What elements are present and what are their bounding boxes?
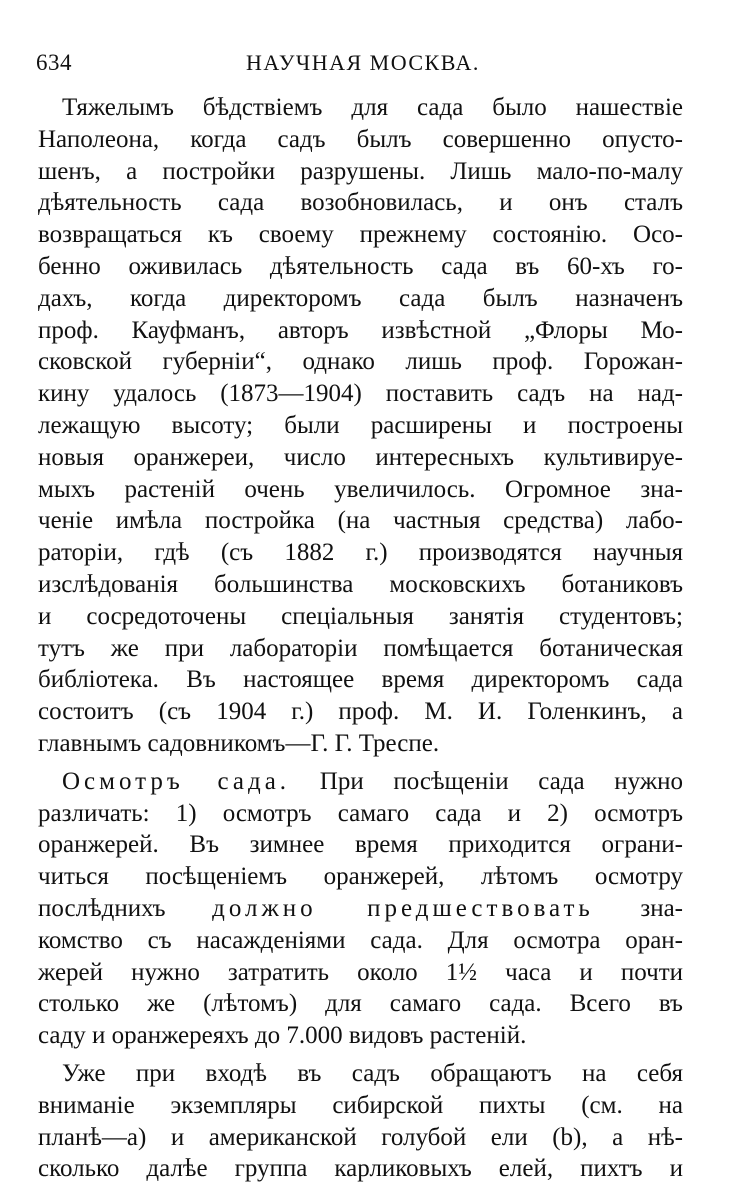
page-number: 634: [36, 50, 72, 75]
text-line: новыя оранжереи, число интересныхъ культивируе-: [38, 443, 683, 471]
text-line: шенъ, а постройки разрушены. Лишь мало-по-малу: [38, 157, 683, 185]
paragraph-3: [38, 1058, 683, 1185]
text-line: ченіе имѣла постройка (на частныя средства) лабо-: [38, 507, 683, 535]
text-fragment: При посѣщеніи сада нужно: [319, 767, 684, 795]
page-header: [36, 50, 681, 84]
text-line: и сосредоточены спеціальныя занятія студентовъ;: [38, 602, 683, 630]
text-fragment: зна-: [640, 894, 684, 922]
paragraph-1: [38, 92, 683, 760]
text-line: оранжерей. Въ зимнее время приходится ограни-: [38, 831, 683, 859]
text-line: проф. Кауфманъ, авторъ извѣстной „Флоры Мо-: [38, 316, 683, 344]
text-line: кину удалось (1873—1904) поставить садъ на над-: [38, 380, 683, 408]
text-line: комство съ насажденіями сада. Для осмотра оран-: [38, 926, 683, 954]
text-line: состоитъ (съ 1904 г.) проф. М. И. Голенкинъ, а: [38, 698, 683, 726]
body-text: [38, 92, 683, 1185]
text-line: читься посѣщеніемъ оранжерей, лѣтомъ осмотру: [38, 863, 683, 891]
text-line: вниманіе экземпляры сибирской пихты (см. на: [38, 1091, 683, 1119]
text-line: Уже при входѣ въ садъ обращаютъ на себя: [62, 1059, 683, 1087]
text-line: столько же (лѣтомъ) для самаго сада. Всего въ: [38, 990, 683, 1018]
paragraph-2: [38, 766, 683, 1052]
text-line: изслѣдованія большинства московскихъ ботаниковъ: [38, 570, 683, 598]
text-line: дѣятельность сада возобновилась, и онъ сталъ: [38, 189, 683, 217]
text-line: возвращаться къ своему прежнему состоянію. Осо-: [38, 221, 683, 249]
text-line: лежащую высоту; были расширены и построены: [38, 411, 683, 439]
text-line: [38, 766, 683, 798]
text-line: мыхъ растеній очень увеличилось. Огромное зна-: [38, 475, 683, 503]
text-line: сковской губерніи“, однако лишь проф. Горожан-: [38, 348, 683, 376]
text-line: сколько далѣе группа карликовыхъ елей, пихтъ и: [38, 1155, 683, 1183]
running-title: НАУЧНАЯ МОСКВА.: [246, 50, 480, 75]
text-line: саду и оранжереяхъ до 7.000 видовъ растеній.: [38, 1022, 527, 1050]
text-line: [38, 893, 683, 925]
text-line: Наполеона, когда садъ былъ совершенно опусто-: [38, 125, 683, 153]
text-line: раторіи, гдѣ (съ 1882 г.) производятся научныя: [38, 539, 683, 567]
text-line: дахъ, когда директоромъ сада былъ назначенъ: [38, 284, 683, 312]
text-line: главнымъ садовникомъ—Г. Г. Треспе.: [38, 729, 440, 757]
text-line: жерей нужно затратить около 1½ часа и почти: [38, 958, 683, 986]
text-line: бенно оживилась дѣятельность сада въ 60-хъ го-: [38, 252, 683, 280]
text-line: тутъ же при лабораторіи помѣщается ботаническая: [38, 634, 683, 662]
text-line: различать: 1) осмотръ самаго сада и 2) осмотръ: [38, 799, 683, 827]
text-fragment: послѣднихъ: [38, 894, 166, 922]
emphasized-text: должно предшествовать: [212, 894, 594, 922]
text-line: библіотека. Въ настоящее время директоромъ сада: [38, 666, 683, 694]
section-heading: Осмотръ сада.: [62, 767, 291, 795]
text-line: планѣ—а) и американской голубой ели (b), а нѣ-: [38, 1123, 683, 1151]
text-line: Тяжелымъ бѣдствіемъ для сада было нашествіе: [62, 94, 683, 121]
